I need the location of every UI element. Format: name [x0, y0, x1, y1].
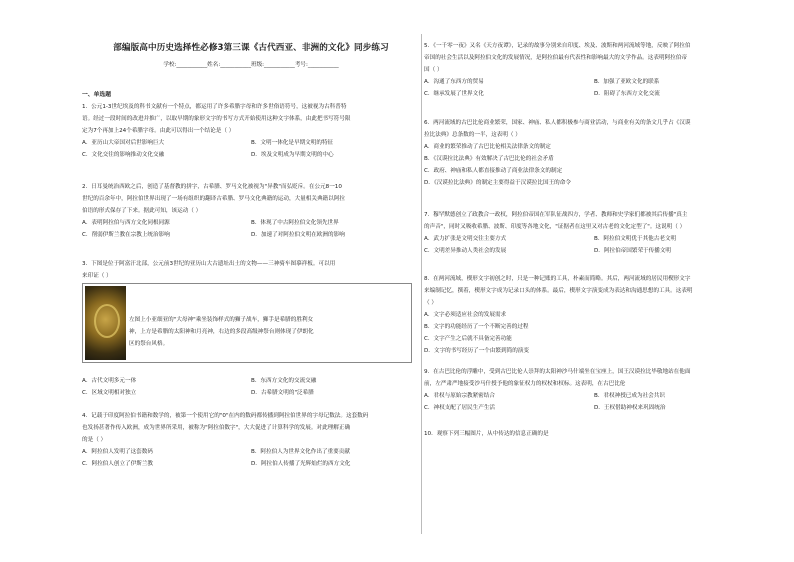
question-text: 5．《一千零一夜》又名《天方夜谭》，记录的故事分别来自印度、埃及、波斯和两河流域等地，反映了阿拉伯 [424, 43, 691, 49]
question-text: （ ） [424, 300, 437, 306]
option-a[interactable]: A．君权与原始宗教紧密结合 [424, 393, 495, 399]
options [424, 233, 764, 257]
option-c[interactable]: C．继承发展了世界文化 [424, 91, 484, 97]
question-text: 国（ ） [424, 67, 443, 73]
question-3 [82, 258, 420, 282]
question-text: 6．两河流域的古巴比伦商业繁荣，国家、神庙、私人都积极参与商业活动，与商业有关的条文几乎占《汉谟 [424, 120, 691, 126]
option-d[interactable]: D．文字的书写经历了一个由繁到简的演变 [424, 348, 529, 354]
question-text: 7．穆罕默德创立了政教合一政权，阿拉伯帝国在军队征战四方，学者、教师和史学家们都被其后传播"真主 [424, 212, 688, 218]
option-a[interactable]: A．表明阿拉伯与西方文化同根同源 [82, 220, 170, 226]
options [424, 390, 764, 414]
question-text: 定为7个再加上24个希腊字母。由此可以得出一个结论是（ ） [82, 128, 235, 134]
question-text: 的声音"，同时又吸收希腊、波斯、印度等各地文化，"证据者在这里又对古老的文化定型了"。这说明（ ） [424, 224, 686, 230]
option-d[interactable]: D．阿拉伯人传播了光辉灿烂的西方文化 [251, 461, 351, 467]
question-3-options [82, 375, 420, 399]
question-text: 4．记载于印度阿拉伯书籍和数学的，被第一个使用它的"0"在内的数码都传播到阿拉伯世界的字母记数法。这套数码 [82, 413, 369, 419]
option-b[interactable]: B．阿拉伯人为世界文化作出了重要贡献 [251, 449, 350, 455]
question-4 [82, 410, 420, 470]
question-text: 帝国的社会生活以及阿拉伯文化的发展情况，是阿拉伯最有代表性和影响最大的文学作品。这表明阿拉伯帝 [424, 55, 687, 61]
question-text: 8．在两河流域，楔形文字初创之时，只是一种记账的工具，朴素而简略。其后，两河流域的居民用楔形文字 [424, 276, 691, 282]
option-c[interactable]: C．政府、神庙和私人都直接推动了商业法律条文的制定 [424, 168, 563, 174]
page-title: 部编版高中历史选择性必修3第三课《古代西亚、非洲的文化》同步练习 [113, 43, 389, 53]
option-a[interactable]: A．亚历山大帝国对后世影响巨大 [82, 140, 165, 146]
question-text: 语。经过一段时间的改进并推广，以取早期的象形文字的书写方式开始使用这种文字体系，由此把书写符号限 [82, 116, 351, 122]
question-text: 3．下图是位于阿富汗北部，公元前3世纪的亚历山大古遗址出土的文物——三神骑车图摹祥板。可以用 [82, 261, 336, 267]
question-1 [82, 101, 420, 161]
question-text: 伯语的形式保存了下来。据此可知，该运动（ ） [82, 208, 202, 214]
option-a[interactable]: A．古代文明多元一体 [82, 378, 137, 384]
right-column [424, 0, 764, 562]
student-info-line: 学校:___________姓名:___________班级:___________考号:___________ [163, 62, 339, 68]
question-text: 拉比法典》总条数的一半，这表明（ ） [424, 132, 521, 138]
question-6 [424, 117, 764, 189]
question-text: 的是（ ） [82, 437, 107, 443]
option-a[interactable]: A．商业的繁荣推动了古巴比伦相关法律条文的制定 [424, 144, 551, 150]
option-d[interactable]: D．古希腊文明的"泛希腊 [251, 390, 314, 396]
options [82, 375, 420, 399]
option-d[interactable]: D．王权借助神权来巩固统治 [594, 405, 666, 411]
artifact-image [85, 286, 126, 360]
option-c[interactable]: C．文字产生之后就不具备完善功能 [424, 336, 512, 342]
question-2 [82, 181, 420, 241]
option-d[interactable]: D．加速了对阿拉伯文明在欧洲的影响 [251, 232, 345, 238]
option-b[interactable]: B．文明一体化是早期文明的特征 [251, 140, 334, 146]
question-text: 世纪的百余年中，阿拉伯世界出现了一场有组织的翻译古希腊、罗马文化典籍的运动，大量相关典籍以阿拉 [82, 196, 345, 202]
options [82, 137, 420, 161]
option-c[interactable]: C．削弱伊斯兰教在宗教上统治影响 [82, 232, 170, 238]
option-a[interactable]: A．沟通了东西方的贸易 [424, 79, 484, 85]
question-text: 1．公元1-3世纪埃及的科书文献有一个特点，都运用了许多希腊字母和许多世俗语符号，这被视为古科普特 [82, 104, 347, 110]
question-text: 9．在古巴比伦的浮雕中，受到古巴比伦人崇拜的太阳神沙马什端坐在宝座上，国王汉谟拉比毕敬地站在他面 [424, 369, 691, 375]
question-text: 前，左严肃严地接受沙马什授予他的象征权力的权杖和权标。这表明，在古巴比伦 [424, 381, 626, 387]
option-d[interactable]: D．阻碍了东西方文化交流 [594, 91, 660, 97]
question-10 [424, 428, 764, 440]
option-b[interactable]: B．阿拉伯文明优于其他古老文明 [594, 236, 677, 242]
options [82, 217, 420, 241]
option-b[interactable]: B．加强了亚欧文化的联系 [594, 79, 660, 85]
question-text: 2．日耳曼统治西欧之后，创造了基督教的拼字，古希腊、罗马文化被视为"异教"而弘贬斥。在公元8一10 [82, 184, 342, 190]
question-text: 来印证（ ） [82, 273, 112, 279]
option-b[interactable]: B．《汉谟拉比法典》有效解决了古巴比伦的社会矛盾 [424, 156, 554, 162]
option-b[interactable]: B．文字的功能经历了一个不断完善的过程 [424, 324, 529, 330]
option-a[interactable]: A．阿拉伯人发明了这套数码 [82, 449, 153, 455]
column-divider [421, 34, 422, 534]
option-c[interactable]: C．文化交往的影响推动文化交融 [82, 152, 165, 158]
option-c[interactable]: C．区域文明相对独立 [82, 390, 137, 396]
question-text: 10．观察下列三幅图片，从中传达的信息正确的是 [424, 431, 549, 437]
options [424, 76, 764, 100]
question-7 [424, 209, 764, 257]
question-9 [424, 366, 764, 414]
option-c[interactable]: C．神权支配了居民生产生活 [424, 405, 496, 411]
question-text: 来编制记忆，撰着，楔形文字成为记录口头的体系。最后，楔形文字演变成为表达和沟通思想的工具。这表明 [424, 288, 693, 294]
figure-caption: 左图上小亚细亚的"大母神"乘坐装饰样式的狮子战车，狮手是希腊的胜利女 神，上方是希腊的太阳神和月亮神，右边的多段高级神祭台则体现了伊朗化 区的祭台风格。 [129, 317, 314, 347]
option-b[interactable]: B．东西方文化的交流交融 [251, 378, 317, 384]
option-a[interactable]: A．文字必须适应社会的发展需求 [424, 312, 507, 318]
option-d[interactable]: D．《汉谟拉比法典》的制定主要得益于汉谟拉比国王的命令 [424, 180, 571, 186]
option-b[interactable]: B．君权神授已成为社会共识 [594, 393, 665, 399]
question-8 [424, 273, 764, 357]
option-b[interactable]: B．体现了中古阿拉伯文化领先世界 [251, 220, 339, 226]
option-a[interactable]: A．武力扩张是文明交往主要方式 [424, 236, 507, 242]
option-d[interactable]: D．阿拉伯帝国繁荣于传播文明 [594, 248, 672, 254]
options [82, 446, 420, 470]
question-text: 也发扬甚著作传入欧洲，成为世界所采用，被称为"阿拉伯数字"，大大促进了计算科学的发展。对此理解正确 [82, 425, 351, 431]
left-column [82, 0, 420, 562]
question-5 [424, 40, 764, 100]
section-heading: 一、单选题 [82, 92, 111, 98]
option-d[interactable]: D．埃及文明成为早期文明的中心 [251, 152, 334, 158]
option-c[interactable]: C．文明差异推动人类社会的发展 [424, 248, 507, 254]
artifact-figure [82, 283, 412, 363]
option-c[interactable]: C．阿拉伯人创立了伊斯兰教 [82, 461, 154, 467]
